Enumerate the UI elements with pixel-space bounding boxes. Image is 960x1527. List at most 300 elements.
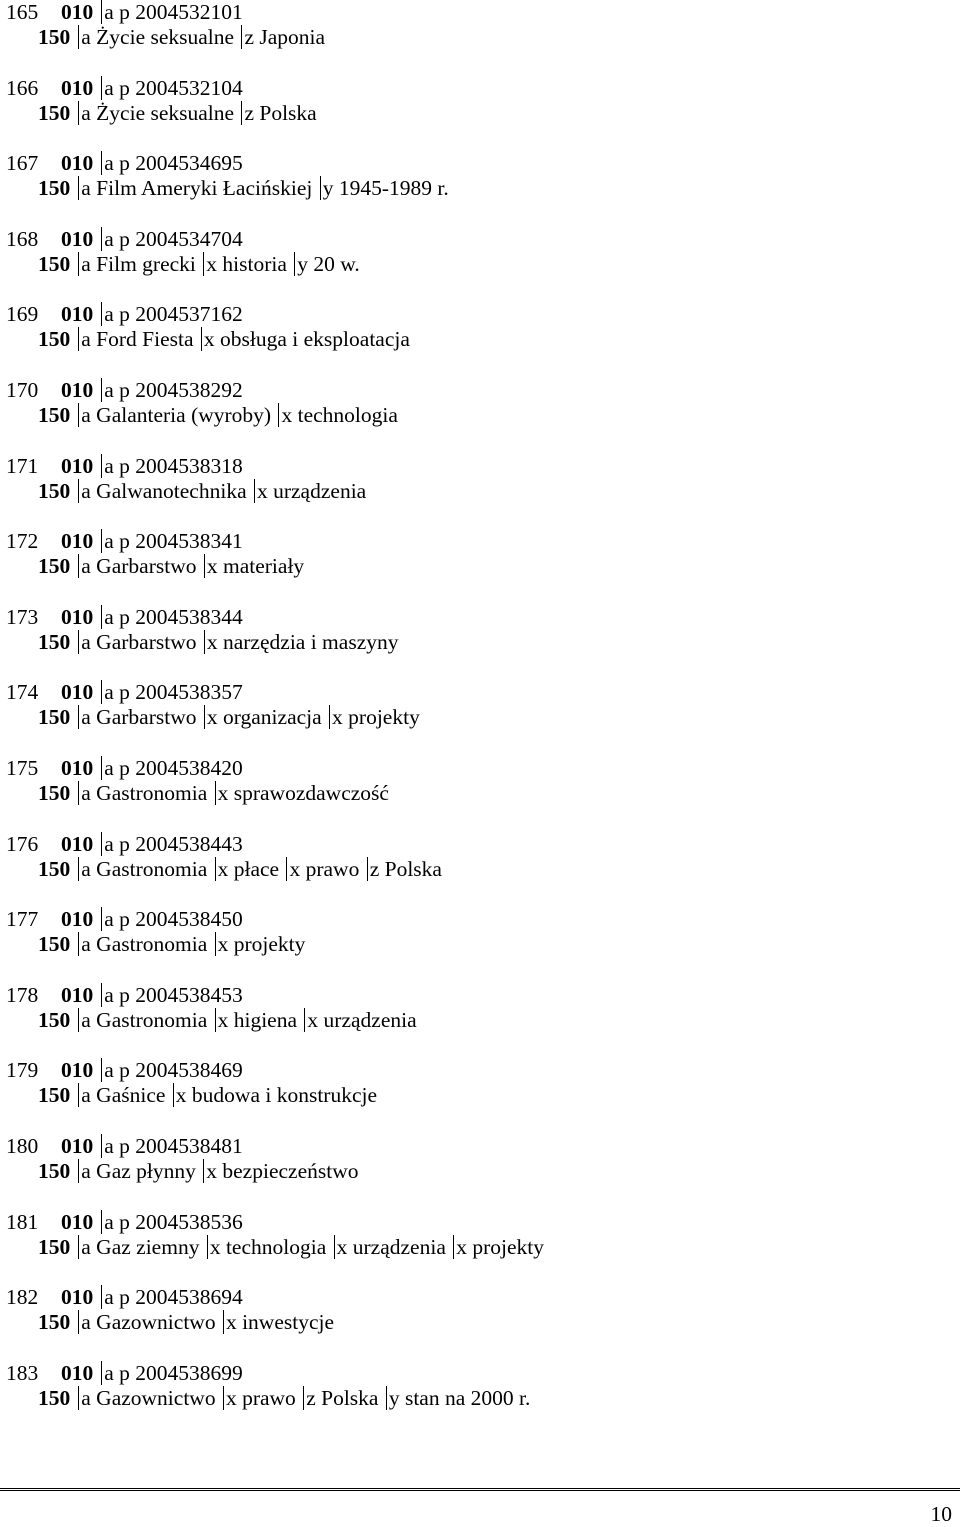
record-number: 173 xyxy=(6,604,39,629)
subfield-code: a xyxy=(81,1234,91,1259)
subfield-text: materiały xyxy=(222,554,305,579)
subfield-text: Film Ameryki Łacińskiej xyxy=(96,176,313,201)
record-number: 181 xyxy=(6,1209,39,1234)
heading-line xyxy=(6,781,946,806)
heading-line xyxy=(6,1235,946,1260)
field-tag-150: 150 xyxy=(38,780,71,805)
field-tag-150: 150 xyxy=(38,478,71,503)
heading-line xyxy=(6,176,946,201)
subfield-text: p 2004537162 xyxy=(119,302,243,327)
heading-line xyxy=(6,1310,946,1335)
subfield-a xyxy=(78,705,202,729)
subfield-code: x xyxy=(281,402,293,427)
subfield-x xyxy=(223,1386,301,1410)
subfield-text: płace xyxy=(233,856,280,881)
subfield-x xyxy=(286,857,364,881)
field-tag-010: 010 xyxy=(61,831,94,856)
record-entry xyxy=(6,1134,946,1210)
record-number: 171 xyxy=(6,453,39,478)
subfield-text: budowa i konstrukcje xyxy=(191,1083,378,1108)
subfield-code: a xyxy=(81,554,91,579)
subfield-text: Garbarstwo xyxy=(96,705,197,730)
subfield-x xyxy=(215,932,306,956)
heading-line xyxy=(6,403,946,428)
field-tag-150: 150 xyxy=(38,25,71,49)
subfield-text: prawo xyxy=(242,1385,296,1410)
subfield-a xyxy=(101,1058,243,1082)
subfield-code: a xyxy=(81,1007,91,1032)
subfield-code: x xyxy=(206,251,218,276)
subfield-a xyxy=(101,227,243,251)
record-entry xyxy=(6,0,946,76)
subfield-a xyxy=(101,756,243,780)
subfield-code: a xyxy=(104,1133,114,1158)
record-entry xyxy=(6,1058,946,1134)
subfield-text: stan na 2000 r. xyxy=(404,1385,531,1410)
subfield-text: p 2004538699 xyxy=(119,1360,243,1385)
record-number: 165 xyxy=(6,0,39,24)
record-entry xyxy=(6,1285,946,1361)
subfield-text: Polska xyxy=(384,856,442,881)
record-number: 175 xyxy=(6,755,39,780)
record-entry xyxy=(6,756,946,832)
subfield-x xyxy=(201,327,410,351)
subfield-text: prawo xyxy=(305,856,360,881)
record-entry xyxy=(6,227,946,303)
subfield-text: Garbarstwo xyxy=(96,629,197,654)
subfield-text: projekty xyxy=(233,932,306,957)
subfield-code: a xyxy=(104,226,114,251)
subfield-code: a xyxy=(104,529,114,554)
subfield-code: a xyxy=(104,0,114,24)
control-number-line xyxy=(6,302,946,327)
heading-line xyxy=(6,1008,946,1033)
field-tag-010: 010 xyxy=(61,604,94,629)
subfield-text: Życie seksualne xyxy=(96,100,235,125)
subfield-code: x xyxy=(206,554,218,579)
field-tag-010: 010 xyxy=(61,151,94,176)
subfield-code: a xyxy=(81,1310,91,1335)
subfield-a xyxy=(78,1083,171,1107)
subfield-a xyxy=(78,1159,201,1183)
subfield-x xyxy=(254,479,366,503)
subfield-text: p 2004538292 xyxy=(119,377,243,402)
field-tag-150: 150 xyxy=(38,629,71,654)
subfield-text: p 2004538341 xyxy=(119,529,243,554)
subfield-a xyxy=(101,983,243,1007)
field-tag-150: 150 xyxy=(38,1234,71,1259)
record-entry xyxy=(6,605,946,681)
subfield-text: p 2004538536 xyxy=(119,1209,243,1234)
subfield-a xyxy=(101,605,243,629)
field-tag-010: 010 xyxy=(61,75,94,100)
subfield-code: x xyxy=(206,629,218,654)
heading-line xyxy=(6,705,946,730)
control-number-line xyxy=(6,907,946,932)
record-entry xyxy=(6,832,946,908)
subfield-code: x xyxy=(206,705,218,730)
record-entry xyxy=(6,378,946,454)
subfield-text: Gaz ziemny xyxy=(96,1234,200,1259)
record-number: 168 xyxy=(6,226,39,251)
subfield-a xyxy=(101,1134,243,1158)
subfield-a xyxy=(78,1008,212,1032)
subfield-code: a xyxy=(81,251,91,276)
subfield-code: z xyxy=(369,856,380,881)
field-tag-010: 010 xyxy=(61,1360,94,1385)
control-number-line xyxy=(6,756,946,781)
subfield-text: Gastronomia xyxy=(96,1007,208,1032)
subfield-a xyxy=(101,151,243,175)
subfield-x xyxy=(453,1235,544,1259)
subfield-code: a xyxy=(81,176,91,201)
subfield-a xyxy=(78,403,276,427)
subfield-code: a xyxy=(81,932,91,957)
control-number-line xyxy=(6,832,946,857)
subfield-text: Japonia xyxy=(259,25,326,49)
record-entry xyxy=(6,302,946,378)
subfield-a xyxy=(101,907,243,931)
record-number: 180 xyxy=(6,1133,39,1158)
subfield-code: a xyxy=(81,478,91,503)
subfield-code: z xyxy=(244,25,254,49)
control-number-line xyxy=(6,1210,946,1235)
subfield-code: a xyxy=(104,1285,114,1310)
subfield-y xyxy=(320,176,449,200)
field-tag-010: 010 xyxy=(61,680,94,705)
subfield-code: x xyxy=(336,1234,348,1259)
subfield-x xyxy=(173,1083,377,1107)
field-tag-150: 150 xyxy=(38,856,71,881)
field-tag-010: 010 xyxy=(61,302,94,327)
record-number: 182 xyxy=(6,1285,39,1310)
subfield-a xyxy=(101,454,243,478)
control-number-line xyxy=(6,227,946,252)
subfield-text: projekty xyxy=(472,1234,545,1259)
record-number: 169 xyxy=(6,302,39,327)
control-number-line xyxy=(6,1058,946,1083)
subfield-x xyxy=(329,705,420,729)
record-number: 167 xyxy=(6,151,39,176)
field-tag-150: 150 xyxy=(38,1083,71,1108)
subfield-a xyxy=(101,529,243,553)
subfield-a xyxy=(101,1285,243,1309)
control-number-line xyxy=(6,529,946,554)
subfield-text: Film grecki xyxy=(96,251,196,276)
record-entry xyxy=(6,680,946,756)
subfield-a xyxy=(78,176,317,200)
subfield-code: x xyxy=(217,856,229,881)
subfield-text: p 2004532104 xyxy=(119,75,243,100)
subfield-code: a xyxy=(104,1360,114,1385)
subfield-a xyxy=(78,25,239,49)
heading-line xyxy=(6,932,946,957)
field-tag-010: 010 xyxy=(61,1133,94,1158)
subfield-code: x xyxy=(225,1310,237,1335)
subfield-z xyxy=(241,101,316,125)
subfield-text: Gazownictwo xyxy=(96,1310,216,1335)
record-number: 166 xyxy=(6,75,39,100)
subfield-code: a xyxy=(81,1083,91,1108)
subfield-code: a xyxy=(104,377,114,402)
subfield-code: a xyxy=(81,780,91,805)
subfield-text: Życie seksualne xyxy=(96,25,235,49)
heading-line xyxy=(6,101,946,126)
subfield-a xyxy=(101,680,243,704)
subfield-code: a xyxy=(104,982,114,1007)
subfield-text: technologia xyxy=(297,402,398,427)
subfield-x xyxy=(204,554,304,578)
control-number-line xyxy=(6,605,946,630)
subfield-a xyxy=(101,76,243,100)
subfield-text: Gaz płynny xyxy=(96,1158,196,1183)
subfield-text: 1945-1989 r. xyxy=(338,176,449,201)
field-tag-150: 150 xyxy=(38,1385,71,1410)
heading-line xyxy=(6,857,946,882)
subfield-text: historia xyxy=(222,251,287,276)
field-tag-010: 010 xyxy=(61,1285,94,1310)
subfield-text: p 2004538443 xyxy=(119,831,243,856)
subfield-code: z xyxy=(306,1385,316,1410)
subfield-text: Gaśnice xyxy=(96,1083,166,1108)
field-tag-150: 150 xyxy=(38,1158,71,1183)
heading-line xyxy=(6,1159,946,1184)
subfield-code: x xyxy=(217,1007,229,1032)
subfield-z xyxy=(367,857,442,881)
subfield-x xyxy=(215,857,285,881)
subfield-text: p 2004538344 xyxy=(119,604,243,629)
heading-line xyxy=(6,327,946,352)
subfield-code: x xyxy=(206,1158,218,1183)
field-tag-010: 010 xyxy=(61,1058,94,1083)
subfield-text: p 2004538420 xyxy=(119,755,243,780)
subfield-x xyxy=(204,630,399,654)
subfield-text: urządzenia xyxy=(323,1007,417,1032)
control-number-line xyxy=(6,151,946,176)
subfield-text: projekty xyxy=(348,705,420,730)
subfield-x xyxy=(207,1235,332,1259)
subfield-text: p 2004532101 xyxy=(119,0,243,24)
field-tag-150: 150 xyxy=(38,176,71,201)
subfield-a xyxy=(101,302,243,326)
field-tag-010: 010 xyxy=(61,226,94,251)
subfield-code: a xyxy=(81,705,91,730)
heading-line xyxy=(6,252,946,277)
field-tag-150: 150 xyxy=(38,554,71,579)
subfield-code: x xyxy=(225,1385,237,1410)
record-number: 172 xyxy=(6,529,39,554)
subfield-x xyxy=(204,705,327,729)
subfield-a xyxy=(78,630,202,654)
subfield-code: a xyxy=(104,302,114,327)
subfield-y xyxy=(386,1386,531,1410)
subfield-text: urządzenia xyxy=(352,1234,446,1259)
control-number-line xyxy=(6,0,946,25)
subfield-text: Garbarstwo xyxy=(96,554,197,579)
heading-line xyxy=(6,479,946,504)
subfield-a xyxy=(78,554,202,578)
subfield-code: a xyxy=(104,1209,114,1234)
field-tag-010: 010 xyxy=(61,0,94,24)
field-tag-010: 010 xyxy=(61,453,94,478)
record-number: 176 xyxy=(6,831,39,856)
field-tag-010: 010 xyxy=(61,529,94,554)
subfield-z xyxy=(241,25,325,49)
subfield-code: a xyxy=(81,100,91,125)
field-tag-150: 150 xyxy=(38,932,71,957)
subfield-code: a xyxy=(104,453,114,478)
subfield-code: a xyxy=(104,680,114,705)
record-number: 179 xyxy=(6,1058,39,1083)
subfield-text: 20 w. xyxy=(313,251,360,276)
record-number: 183 xyxy=(6,1360,39,1385)
subfield-text: p 2004538481 xyxy=(119,1133,243,1158)
subfield-code: x xyxy=(175,1083,187,1108)
subfield-x xyxy=(334,1235,452,1259)
subfield-code: x xyxy=(289,856,301,881)
subfield-text: organizacja xyxy=(222,705,322,730)
subfield-code: a xyxy=(104,151,114,176)
subfield-text: Gazownictwo xyxy=(96,1385,216,1410)
subfield-code: a xyxy=(81,25,91,49)
subfield-text: higiena xyxy=(233,1007,298,1032)
heading-line xyxy=(6,1083,946,1108)
subfield-code: x xyxy=(217,780,229,805)
subfield-x xyxy=(215,1008,303,1032)
subfield-a xyxy=(78,857,212,881)
field-tag-010: 010 xyxy=(61,907,94,932)
subfield-text: p 2004538450 xyxy=(119,907,243,932)
subfield-code: z xyxy=(244,100,254,125)
subfield-text: sprawozdawczość xyxy=(233,780,389,805)
subfield-text: p 2004538453 xyxy=(119,982,243,1007)
field-tag-010: 010 xyxy=(61,982,94,1007)
subfield-x xyxy=(203,1159,358,1183)
record-entry xyxy=(6,1210,946,1286)
subfield-text: bezpieczeństwo xyxy=(222,1158,359,1183)
subfield-code: x xyxy=(332,705,343,730)
subfield-a xyxy=(101,1361,243,1385)
record-number: 177 xyxy=(6,907,39,932)
subfield-text: Gastronomia xyxy=(96,932,208,957)
subfield-code: a xyxy=(81,402,91,427)
subfield-text: p 2004534695 xyxy=(119,151,243,176)
subfield-code: a xyxy=(104,755,114,780)
subfield-code: a xyxy=(104,907,114,932)
subfield-a xyxy=(101,378,243,402)
subfield-code: x xyxy=(307,1007,319,1032)
subfield-a xyxy=(78,1310,221,1334)
record-number: 170 xyxy=(6,377,39,402)
subfield-code: y xyxy=(322,176,334,201)
subfield-text: Galwanotechnika xyxy=(96,478,247,503)
subfield-text: Gastronomia xyxy=(96,856,208,881)
subfield-text: inwestycje xyxy=(242,1310,335,1335)
page-number: 10 xyxy=(930,1502,952,1526)
subfield-x xyxy=(215,781,389,805)
subfield-a xyxy=(78,327,199,351)
field-tag-150: 150 xyxy=(38,251,71,276)
subfield-text: p 2004538694 xyxy=(119,1285,243,1310)
subfield-text: narzędzia i maszyny xyxy=(222,629,399,654)
subfield-text: Galanteria (wyroby) xyxy=(96,402,272,427)
record-entry xyxy=(6,151,946,227)
field-tag-150: 150 xyxy=(38,100,71,125)
field-tag-150: 150 xyxy=(38,402,71,427)
record-number: 178 xyxy=(6,982,39,1007)
control-number-line xyxy=(6,76,946,101)
subfield-x xyxy=(304,1008,416,1032)
subfield-code: y xyxy=(388,1385,400,1410)
subfield-code: a xyxy=(104,831,114,856)
subfield-a xyxy=(78,781,212,805)
control-number-line xyxy=(6,1285,946,1310)
subfield-code: a xyxy=(81,856,91,881)
footer-separator xyxy=(0,1488,960,1491)
control-number-line xyxy=(6,454,946,479)
subfield-code: x xyxy=(203,327,215,352)
record-entry xyxy=(6,76,946,152)
subfield-a xyxy=(78,1386,221,1410)
subfield-code: a xyxy=(104,604,114,629)
subfield-code: a xyxy=(81,1158,91,1183)
subfield-code: a xyxy=(81,1385,91,1410)
subfield-a xyxy=(101,832,243,856)
subfield-code: a xyxy=(81,629,91,654)
control-number-line xyxy=(6,378,946,403)
heading-line xyxy=(6,25,946,50)
heading-line xyxy=(6,554,946,579)
subfield-code: x xyxy=(256,478,268,503)
subfield-z xyxy=(303,1386,384,1410)
subfield-a xyxy=(78,252,201,276)
field-tag-150: 150 xyxy=(38,705,71,730)
subfield-x xyxy=(223,1310,334,1334)
subfield-code: x xyxy=(217,932,229,957)
subfield-a xyxy=(101,1210,243,1234)
subfield-text: p 2004538318 xyxy=(119,453,243,478)
subfield-x xyxy=(203,252,292,276)
subfield-a xyxy=(78,1235,205,1259)
subfield-text: Ford Fiesta xyxy=(96,327,194,352)
subfield-a xyxy=(78,479,252,503)
subfield-text: Gastronomia xyxy=(96,780,208,805)
record-number: 174 xyxy=(6,680,39,705)
subfield-text: p 2004538357 xyxy=(119,680,243,705)
field-tag-150: 150 xyxy=(38,1310,71,1335)
subfield-text: Polska xyxy=(321,1385,379,1410)
subfield-text: Polska xyxy=(259,100,317,125)
subfield-code: a xyxy=(104,1058,114,1083)
field-tag-010: 010 xyxy=(61,1209,94,1234)
record-entry xyxy=(6,983,946,1059)
subfield-text: technologia xyxy=(225,1234,327,1259)
control-number-line xyxy=(6,1361,946,1386)
field-tag-150: 150 xyxy=(38,327,71,352)
record-list xyxy=(6,0,946,1436)
subfield-text: obsługa i eksploatacja xyxy=(220,327,410,352)
record-entry xyxy=(6,454,946,530)
record-entry xyxy=(6,1361,946,1437)
subfield-text: urządzenia xyxy=(273,478,367,503)
heading-line xyxy=(6,630,946,655)
subfield-code: x xyxy=(209,1234,221,1259)
control-number-line xyxy=(6,1134,946,1159)
subfield-code: a xyxy=(81,327,91,352)
field-tag-150: 150 xyxy=(38,1007,71,1032)
subfield-code: y xyxy=(297,251,309,276)
subfield-a xyxy=(78,932,212,956)
